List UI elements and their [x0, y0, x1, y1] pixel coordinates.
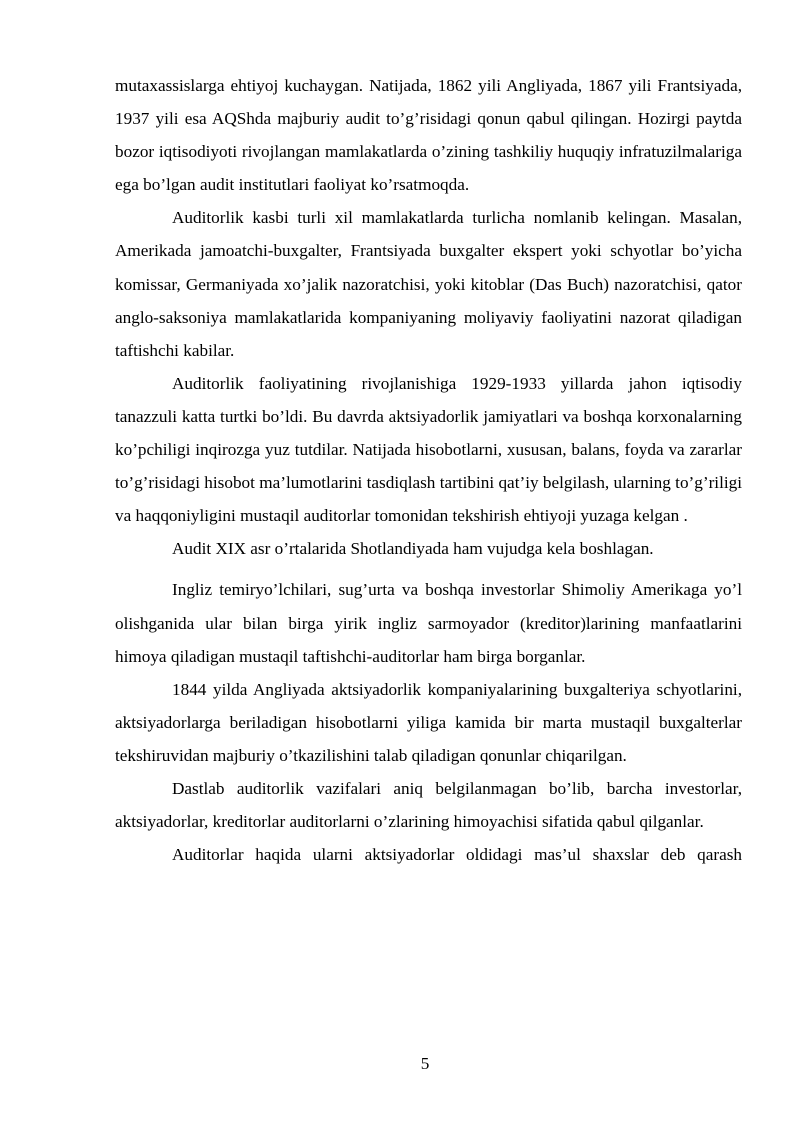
paragraph-scotland: Audit XIX asr o’rtalarida Shotlandiyada ham vujudga kela boshlagan.: [172, 539, 654, 559]
paragraph-early-duties: Dastlab auditorlik vazifalari aniq belgilanmagan bo’lib, barcha investorlar, aktsiyadorlar, kreditorlar auditorlarni o’zlarining himoyachisi sifatida qabul qilganlar.: [115, 778, 742, 832]
paragraph-crisis: Auditorlik faoliyatining rivojlanishiga 1929-1933 yillarda jahon iqtisodiy tanazzuli katta turtki bo’ldi. Bu davrda aktsiyadorlik jamiyatlari va boshqa korxonalarning ko’pchiligi inqirozga yuz tutdilar. Natijada hisobotlarni, xususan, balans, foyda va zararlar to’g’risidagi hisobot ma’lumotlarini tasdiqlash tartibini qat’iy belgilash, ularning to’g’riligi va haqqoniyligini mustaqil auditorlar tomonidan tekshirish ehtiyoji yuzaga kelgan .: [115, 373, 742, 526]
document-page: [115, 69, 742, 871]
paragraph-1844-law: 1844 yilda Angliyada aktsiyadorlik kompaniyalarining buxgalteriya schyotlarini, aktsiyadorlarga beriladigan hisobotlarni yiliga kamida bir marta mustaqil buxgalterlar tekshiruvidan majburiy o’tkazilishini talab qiladigan qonunlar chiqarilgan.: [115, 679, 742, 765]
paragraph-continuation: mutaxassislarga ehtiyoj kuchaygan. Natijada, 1862 yili Angliyada, 1867 yili Frantsiyada, 1937 yili esa AQShda majburiy audit to’g’risidagi qonun qabul qilingan. Hozirgi paytda bozor iqtisodiyoti rivojlangan mamlakatlarda o’zining tashkiliy huquqiy infratuzilmalariga ega bo’lgan audit institutlari faoliyat ko’rsatmoqda.: [115, 76, 742, 195]
paragraph-north-america: Ingliz temiryo’lchilari, sug’urta va boshqa investorlar Shimoliy Amerikaga yo’l olishganida ular bilan birga yirik ingliz sarmoyador (kreditor)larining manfaatlarini himoya qiladigan mustaqil taftishchi-auditorlar ham birga borganlar.: [115, 580, 742, 666]
paragraph-responsible-persons: Auditorlar haqida ularni aktsiyadorlar oldidagi mas’ul shaxslar deb qarash: [172, 845, 742, 865]
paragraph-profession-names: Auditorlik kasbi turli xil mamlakatlarda turlicha nomlanib kelingan. Masalan, Amerikada jamoatchi-buxgalter, Frantsiyada buxgalter ekspert yoki schyotlar bo’yicha komissar, Germaniyada xo’jalik nazoratchisi, yoki kitoblar (Das Buch) nazoratchisi, qator anglo-saksoniya mamlakatlarida kompaniyaning moliyaviy faoliyatini nazorat qiladigan taftishchi kabilar.: [115, 208, 742, 360]
page-number: 5: [420, 1054, 430, 1073]
